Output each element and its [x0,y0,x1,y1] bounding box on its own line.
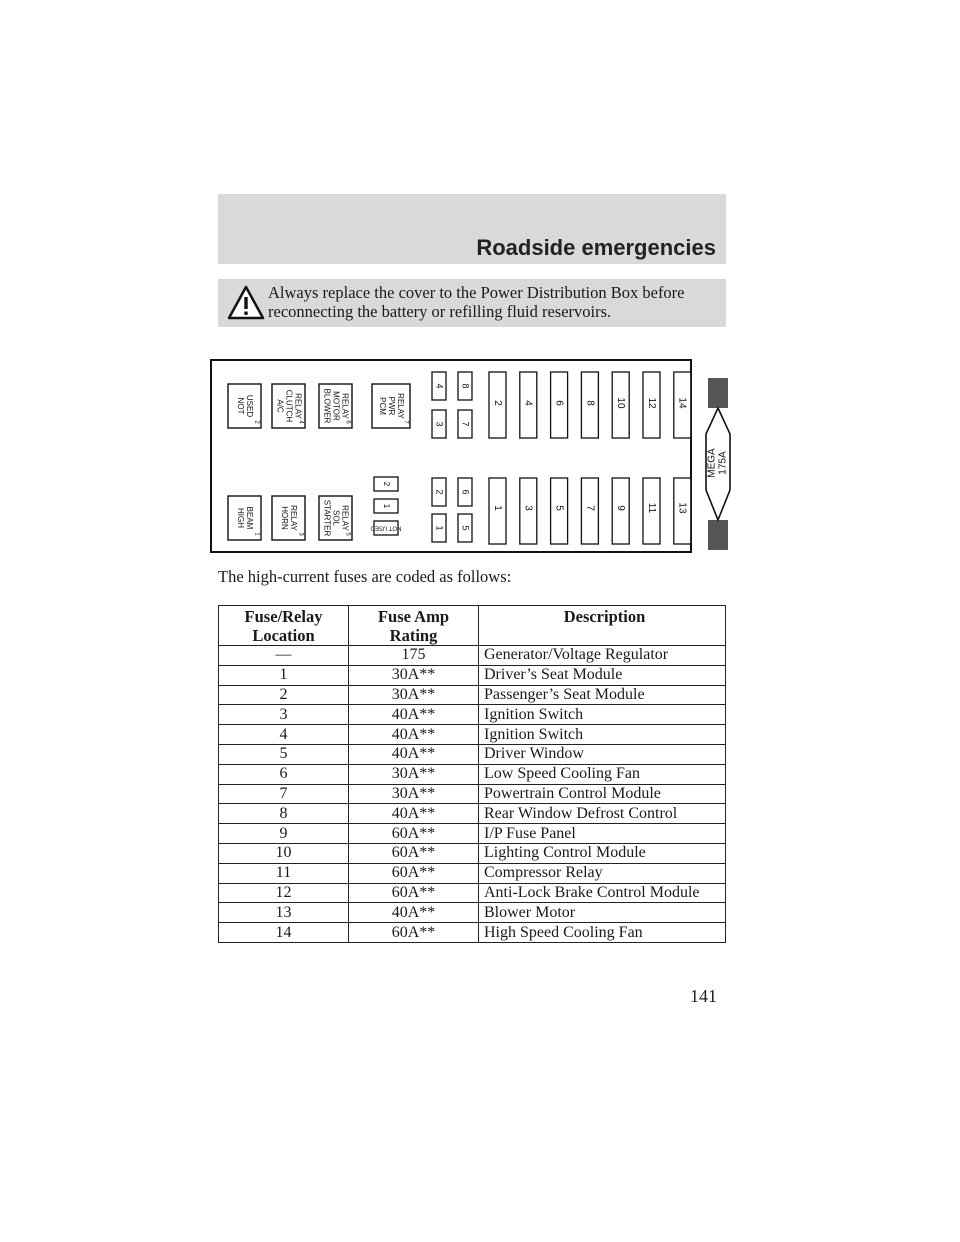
table-row [219,804,726,824]
mega-terminal-bottom [708,520,728,550]
cell-rating: 175 [349,646,479,666]
relay-top-2-number: 6 [344,420,351,424]
relay-top-0-number: 2 [253,420,260,424]
cell-description: I/P Fuse Panel [479,824,726,844]
relay-top-1-label: A/C [275,399,285,413]
relay-bottom-1-label: HORN [279,506,289,530]
cell-location: 12 [219,883,349,903]
relay-top-1-label: RELAY [293,393,303,419]
maxi-fuse-label: 13 [676,502,688,514]
cell-location: 10 [219,843,349,863]
cell-description: Lighting Control Module [479,843,726,863]
cell-description: Rear Window Defrost Control [479,804,726,824]
relay-bottom-2-label: STARTER [322,499,332,537]
relay-top-1-number: 4 [297,420,304,424]
header-location-line2: Location [252,626,315,645]
relay-bottom-2-label: SOL [331,509,341,527]
maxi-fuse-label: 14 [676,397,688,409]
header-location [219,606,349,646]
maxi-fuse-label: 12 [645,397,657,409]
maxi-fuse-label: 8 [584,400,596,406]
cell-location: 3 [219,705,349,725]
relay-bottom-0-label: HIGH [235,508,245,528]
mini-fuse-label: 3 [434,421,445,427]
mini-fuse-label: 2 [434,489,445,495]
small-relay-stack [370,477,402,535]
table-row [219,725,726,745]
table-row [219,665,726,685]
intro-text: The high-current fuses are coded as follows: [218,567,512,586]
maxi-fuse-label: 1 [491,505,503,511]
table-row [219,863,726,883]
maxi-fuse-label: 5 [553,505,565,511]
cell-description: Compressor Relay [479,863,726,883]
mega-label-line1: MEGA [706,448,718,478]
relay-bottom-0-number: 1 [253,532,260,536]
maxi-fuse-label: 11 [645,502,657,514]
maxi-fuse-label: 9 [615,505,627,511]
table-row [219,784,726,804]
relay-bottom-2-number: 5 [344,532,351,536]
mini-fuse-label: 6 [460,489,471,495]
relay-top-2-label: MOTOR [331,391,341,421]
relay-top-0-label: NOT [235,397,245,415]
table-row [219,903,726,923]
relay-top-1-label: CLUTCH [284,389,294,423]
table-row [219,764,726,784]
warning-text-line: Always replace the cover to the Power Distribution Box before [268,283,685,302]
maxi-fuse [581,478,598,544]
relay-bottom-1-label: RELAY [288,505,298,531]
cell-description: Ignition Switch [479,725,726,745]
cell-description: Blower Motor [479,903,726,923]
warning-text [268,283,718,321]
cell-description: Driver’s Seat Module [479,665,726,685]
maxi-fuse-label: 3 [522,505,534,511]
cell-description: High Speed Cooling Fan [479,923,726,943]
cell-description: Passenger’s Seat Module [479,685,726,705]
cell-location: 5 [219,744,349,764]
cell-rating: 60A** [349,883,479,903]
table-row [219,744,726,764]
cell-location: 4 [219,725,349,745]
section-title: Roadside emergencies [476,235,716,260]
cell-rating: 30A** [349,764,479,784]
cell-description: Ignition Switch [479,705,726,725]
table-row [219,843,726,863]
table-row [219,883,726,903]
cell-rating: 60A** [349,923,479,943]
mini-fuse-label: 8 [460,383,471,389]
table-row [219,685,726,705]
mini-fuse-label: 7 [460,421,471,427]
mega-fuse [706,378,730,550]
cell-rating: 60A** [349,824,479,844]
mega-label-line2: 175A [717,451,729,475]
cell-description: Anti-Lock Brake Control Module [479,883,726,903]
small-relay-label-2: 2 [381,481,391,487]
relay-top-0-label: USED [244,394,254,418]
maxi-fuse-label: 4 [522,400,534,406]
table-header-row [219,606,726,646]
relay-top-3-label: PCM [377,397,387,415]
cell-rating: 40A** [349,804,479,824]
cell-rating: 40A** [349,725,479,745]
relay-top-2-label: RELAY [340,393,350,419]
page-number: 141 [690,986,717,1006]
relays-top [228,384,410,428]
maxi-fuse-label: 7 [584,505,596,511]
table-row [219,705,726,725]
maxi-fuse-label: 2 [491,400,503,406]
cell-location: 8 [219,804,349,824]
mini-fuse-label: 5 [460,525,471,531]
not-used-label: NOT USED [370,524,402,531]
cell-location: 2 [219,685,349,705]
cell-description: Driver Window [479,744,726,764]
relay-top-3-number: 7 [402,420,409,424]
cell-rating: 60A** [349,843,479,863]
cell-location: 7 [219,784,349,804]
maxi-fuse-label: 10 [615,397,627,409]
maxi-fuse [612,478,629,544]
relay-bottom-1-number: 3 [297,532,304,536]
header-description: Description [479,606,726,646]
cell-rating: 40A** [349,705,479,725]
cell-rating: 60A** [349,863,479,883]
relays-bottom [228,496,352,540]
maxi-fuse [551,478,568,544]
table-body [219,646,726,943]
table-row [219,646,726,666]
relay-top-2-label: BLOWER [322,388,332,424]
maxi-fuse [489,478,506,544]
cell-rating: 30A** [349,685,479,705]
header-rating-line1: Fuse Amp [377,607,450,626]
cell-rating: 40A** [349,903,479,923]
warning-text-line: reconnecting the battery or refilling fluid reservoirs. [268,302,612,321]
relay-bottom-2-label: RELAY [340,505,350,531]
warning-triangle-icon [227,285,265,321]
table-row [219,824,726,844]
cell-rating: 40A** [349,744,479,764]
table-row [219,923,726,943]
cell-location: 13 [219,903,349,923]
mini-fuse-label: 4 [434,383,445,389]
cell-rating: 30A** [349,665,479,685]
maxi-fuse [520,478,537,544]
cell-location: 9 [219,824,349,844]
warning-box [218,279,726,327]
cell-rating: 30A** [349,784,479,804]
cell-description: Generator/Voltage Regulator [479,646,726,666]
header-rating [349,606,479,646]
cell-location: 14 [219,923,349,943]
mega-terminal-top [708,378,728,408]
relay-top-3-label: RELAY [395,393,405,419]
small-relay-label-1: 1 [381,503,391,509]
header-rating-line2: Rating [389,626,438,645]
cell-description: Powertrain Control Module [479,784,726,804]
cell-description: Low Speed Cooling Fan [479,764,726,784]
cell-location: 11 [219,863,349,883]
cell-location: 6 [219,764,349,784]
header-band [218,194,726,264]
cell-location: 1 [219,665,349,685]
relay-top-3-label: PWR [386,396,396,416]
maxi-fuse-label: 6 [553,400,565,406]
fuse-table [218,605,726,943]
mini-fuse-label: 1 [434,525,445,531]
cell-location: — [219,646,349,666]
power-distribution-box-diagram [208,358,738,558]
relay-bottom-0-label: BEAM [244,506,254,530]
header-location-line1: Fuse/Relay [244,607,323,626]
